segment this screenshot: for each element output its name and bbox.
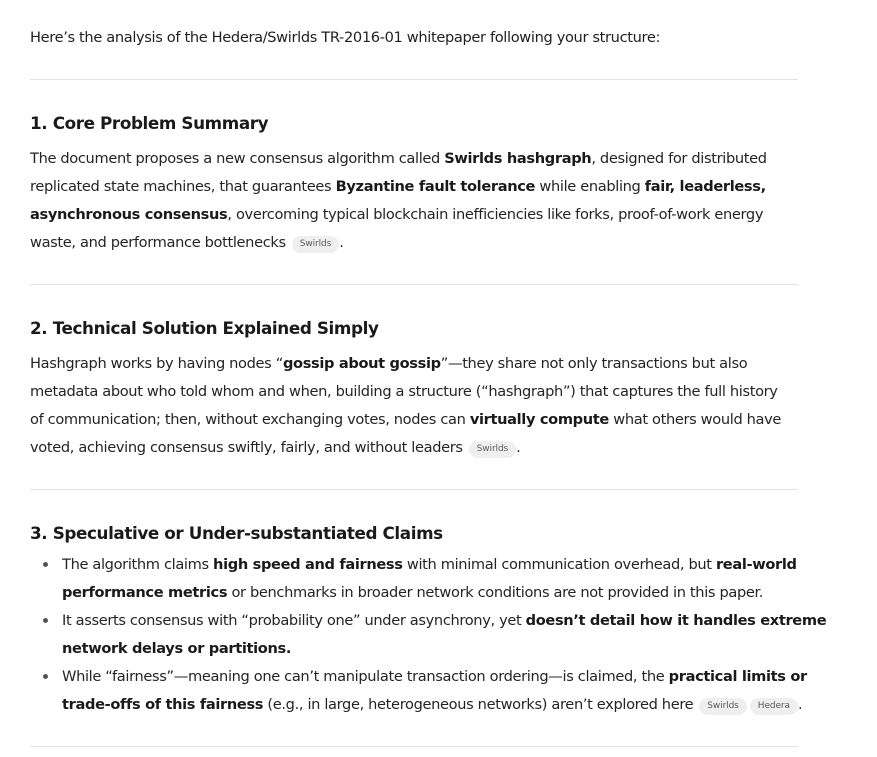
text-segment: of communication; then, without exchanging votes, nodes can	[30, 411, 470, 428]
text-segment: what others would have	[608, 411, 782, 428]
divider	[30, 79, 798, 80]
text-segment: The algorithm claims	[62, 556, 214, 573]
text-line	[62, 607, 827, 635]
text-segment: The document proposes a new consensus algorithm called	[30, 150, 445, 167]
bold-text: gossip about gossip	[282, 355, 441, 372]
text-segment: .	[797, 696, 803, 713]
text-line	[30, 434, 800, 462]
bold-text: network delays or partitions.	[62, 640, 292, 657]
bold-text: Swirlds hashgraph	[444, 150, 592, 167]
section-heading-core-problem: 1. Core Problem Summary	[30, 113, 269, 133]
text-line	[30, 201, 800, 229]
bold-text: asynchronous consensus	[30, 206, 228, 223]
text-line	[30, 145, 800, 173]
text-segment: ”—they share not only transactions but also	[440, 355, 748, 372]
text-line	[30, 173, 800, 201]
bold-text: trade-offs of this fairness	[62, 696, 264, 713]
text-segment: While “fairness”—meaning one can’t manipulate transaction ordering—is claimed, the	[62, 668, 669, 685]
text-segment: metadata about who told whom and when, building a structure (“hashgraph”) that captures the full history	[30, 383, 778, 400]
citation-chip-hedera[interactable]: Hedera	[750, 698, 798, 715]
citation-chip-swirlds[interactable]: Swirlds	[469, 441, 516, 458]
bold-text: practical limits or	[668, 668, 807, 685]
divider	[30, 489, 798, 490]
text-segment: .	[516, 439, 521, 456]
divider	[30, 746, 798, 747]
bold-text: real-world	[715, 556, 797, 573]
text-segment: while enabling	[535, 178, 645, 195]
text-line	[62, 663, 820, 691]
divider	[30, 284, 798, 285]
bold-text: Byzantine fault tolerance	[335, 178, 536, 195]
bold-text: doesn’t detail how it handles extreme	[525, 612, 827, 629]
section-paragraph-core-problem	[30, 145, 800, 257]
text-line	[62, 579, 820, 607]
bullet-dot-icon	[43, 562, 48, 567]
text-segment: replicated state machines, that guarantees	[30, 178, 336, 195]
text-line	[30, 350, 800, 378]
text-line	[30, 229, 800, 257]
text-segment: Hashgraph works by having nodes “	[30, 355, 283, 372]
bold-text: virtually compute	[469, 411, 609, 428]
text-line	[62, 551, 820, 579]
section-heading-technical-solution: 2. Technical Solution Explained Simply	[30, 318, 379, 338]
bullet-dot-icon	[43, 618, 48, 623]
section-heading-speculative-claims: 3. Speculative or Under-substantiated Claims	[30, 523, 443, 543]
section-paragraph-technical-solution	[30, 350, 800, 462]
text-line	[30, 406, 800, 434]
text-segment: , designed for distributed	[591, 150, 767, 167]
text-line	[62, 691, 820, 719]
bold-text: high speed and fairness	[213, 556, 403, 573]
citation-chip-swirlds[interactable]: Swirlds	[699, 698, 746, 715]
bullet-item	[30, 551, 820, 607]
bold-text: fair, leaderless,	[644, 178, 766, 195]
text-segment: with minimal communication overhead, but	[402, 556, 716, 573]
text-segment: , overcoming typical blockchain inefficiencies like forks, proof-of-work energy	[227, 206, 764, 223]
text-line	[30, 378, 800, 406]
text-segment: waste, and performance bottlenecks	[30, 234, 286, 251]
text-segment: It asserts consensus with “probability one” under asynchrony, yet	[62, 612, 526, 629]
text-segment: voted, achieving consensus swiftly, fairly, and without leaders	[30, 439, 463, 456]
bold-text: performance metrics	[62, 584, 228, 601]
bullet-item	[30, 607, 827, 663]
text-segment: (e.g., in large, heterogeneous networks) aren’t explored here	[263, 696, 694, 713]
text-segment: or benchmarks in broader network conditions are not provided in this paper.	[227, 584, 764, 601]
text-line	[62, 635, 820, 663]
citation-chip-swirlds[interactable]: Swirlds	[292, 236, 339, 253]
bullet-dot-icon	[43, 674, 48, 679]
bullet-item	[30, 663, 820, 719]
claims-bullet-list	[30, 551, 827, 719]
intro-text: Here’s the analysis of the Hedera/Swirlds TR-2016-01 whitepaper following your structure:	[30, 29, 661, 46]
text-segment: .	[339, 234, 344, 251]
